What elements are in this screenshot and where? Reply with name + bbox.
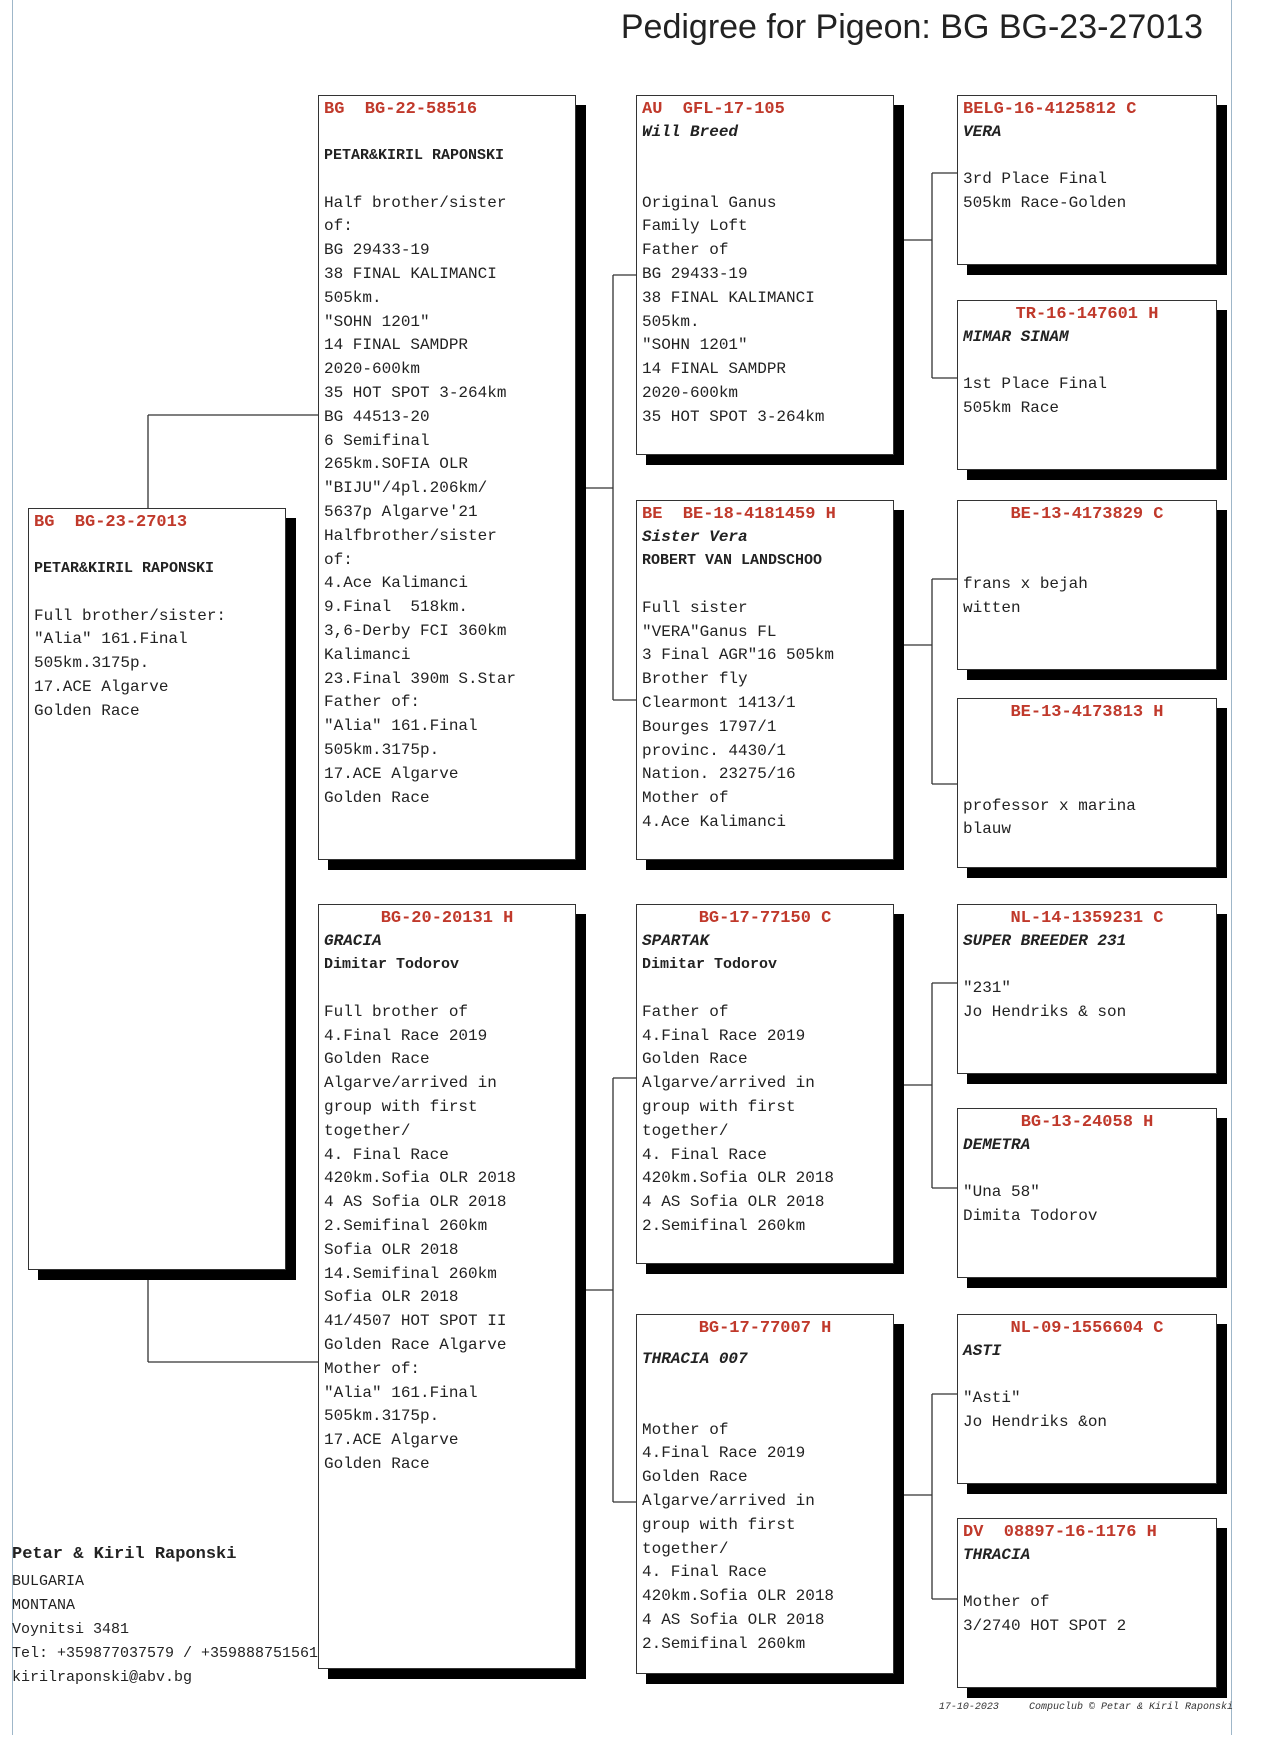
note-line: together/ — [642, 1121, 729, 1140]
pedigree-card-dsd[interactable] — [957, 1108, 1217, 1278]
note-line: professor x marina — [963, 796, 1136, 815]
note-line: 14.Semifinal 260km — [324, 1264, 497, 1283]
note-line: 505km.3175p. — [34, 654, 150, 673]
note-line: BG 44513-20 — [324, 407, 430, 426]
note-line: 3 Final AGR"16 505km — [642, 646, 835, 665]
note-line: Algarve/arrived in — [642, 1074, 815, 1093]
ring-number: BG-17-77150 C — [698, 909, 832, 928]
note-line: Bourges 1797/1 — [642, 717, 777, 736]
pedigree-card-dds[interactable] — [957, 1314, 1217, 1484]
note-line: 265km.SOFIA OLR — [324, 455, 469, 474]
note-line: Jo Hendriks &on — [963, 1412, 1108, 1431]
note-line: Golden Race — [642, 1468, 748, 1487]
note-line: BG 29433-19 — [642, 264, 748, 283]
note-line: Golden Race — [324, 1454, 430, 1473]
note-line: Brother fly — [642, 670, 748, 689]
note-line: 4.Ace Kalimanci — [324, 574, 469, 593]
note-line: 505km Race-Golden — [963, 193, 1127, 212]
note-line: 35 HOT SPOT 3-264km — [642, 407, 825, 426]
pedigree-card-ddd[interactable] — [957, 1518, 1217, 1688]
pigeon-name: Sister Vera — [642, 528, 748, 546]
pigeon-name: MIMAR SINAM — [963, 328, 1069, 346]
note-line: of: — [324, 550, 353, 569]
pigeon-name: GRACIA — [324, 932, 382, 950]
note-line: Golden Race — [642, 1050, 748, 1069]
note-line: "Alia" 161.Final — [324, 1383, 478, 1402]
ring-number: BE-13-4173829 C — [1010, 505, 1164, 524]
pedigree-card-sire[interactable] — [318, 95, 576, 860]
note-line: 4.Ace Kalimanci — [642, 812, 787, 831]
ring-number: BG BG-23-27013 — [34, 513, 188, 532]
note-line: 505km Race — [963, 398, 1060, 417]
ring-number: BE BE-18-4181459 H — [642, 505, 836, 524]
pedigree-card-dam-dam[interactable] — [636, 1314, 894, 1674]
pigeon-name: Will Breed — [642, 123, 739, 141]
note-line: frans x bejah — [963, 574, 1088, 593]
note-line: 38 FINAL KALIMANCI — [642, 288, 815, 307]
print-date: 17-10-2023 — [938, 1702, 999, 1713]
note-line: 4 AS Sofia OLR 2018 — [642, 1610, 825, 1629]
note-line: Golden Race Algarve — [324, 1335, 507, 1354]
ring-number: NL-14-1359231 C — [1010, 909, 1164, 928]
note-line: 2.Semifinal 260km — [642, 1634, 806, 1653]
owner: PETAR&KIRIL RAPONSKI — [34, 559, 215, 577]
pedigree-card-sss[interactable] — [957, 95, 1217, 265]
note-line: "Alia" 161.Final — [324, 717, 478, 736]
note-line: 9.Final 518km. — [324, 598, 469, 617]
breeder-info — [12, 1540, 318, 1690]
note-line: group with first — [642, 1515, 796, 1534]
note-line: 6 Semifinal — [324, 431, 430, 450]
pigeon-name: DEMETRA — [963, 1136, 1031, 1154]
note-line: Sofia OLR 2018 — [324, 1288, 459, 1307]
note-line: witten — [963, 598, 1021, 617]
note-line: 420km.Sofia OLR 2018 — [324, 1169, 517, 1188]
note-line: 17.ACE Algarve — [34, 677, 169, 696]
note-line: 420km.Sofia OLR 2018 — [642, 1587, 835, 1606]
page-title: Pedigree for Pigeon: BG BG-23-27013 — [620, 8, 1203, 46]
note-line: 4 AS Sofia OLR 2018 — [324, 1193, 507, 1212]
breeder-region: MONTANA — [12, 1597, 76, 1614]
note-line: 14 FINAL SAMDPR — [642, 360, 787, 379]
note-line: Family Loft — [642, 217, 748, 236]
note-line: together/ — [642, 1539, 729, 1558]
pigeon-name: THRACIA 007 — [642, 1350, 748, 1368]
pigeon-name: SUPER BREEDER 231 — [963, 932, 1127, 950]
note-line: Algarve/arrived in — [324, 1074, 497, 1093]
pigeon-name — [963, 525, 1211, 549]
note-line: 2020-600km — [324, 360, 421, 379]
note-line: Full sister — [642, 598, 748, 617]
note-line: provinc. 4430/1 — [642, 741, 787, 760]
breeder-address: Voynitsi 3481 — [12, 1621, 130, 1638]
pigeon-name: THRACIA — [963, 1546, 1031, 1564]
note-line: Dimita Todorov — [963, 1206, 1098, 1225]
pigeon-name: SPARTAK — [642, 932, 710, 950]
note-line: 3/2740 HOT SPOT 2 — [963, 1616, 1127, 1635]
ring-number: BE-13-4173813 H — [1010, 703, 1164, 722]
note-line: 3rd Place Final — [963, 169, 1108, 188]
pedigree-card-ssd[interactable] — [957, 300, 1217, 470]
note-line: 3,6-Derby FCI 360km — [324, 621, 507, 640]
breeder-country: BULGARIA — [12, 1573, 85, 1590]
pigeon-name — [963, 723, 1211, 747]
note-line: 420km.Sofia OLR 2018 — [642, 1169, 835, 1188]
note-line: Golden Race — [324, 1050, 430, 1069]
note-line: 5637p Algarve'21 — [324, 502, 478, 521]
ring-number: DV 08897-16-1176 H — [963, 1523, 1157, 1542]
note-line: Halfbrother/sister — [324, 526, 497, 545]
note-line: "Una 58" — [963, 1182, 1040, 1201]
note-line: 35 HOT SPOT 3-264km — [324, 383, 507, 402]
note-line: 505km. — [324, 288, 382, 307]
credit-text: Compuclub © Petar & Kiril Raponski — [1028, 1702, 1233, 1713]
note-line: Jo Hendriks & son — [963, 1002, 1127, 1021]
note-line: Father of — [642, 1002, 729, 1021]
note-line: 505km.3175p. — [324, 740, 440, 759]
note-line: 17.ACE Algarve — [324, 764, 459, 783]
print-credits — [939, 1702, 1233, 1713]
note-line: "BIJU"/4pl.206km/ — [324, 479, 488, 498]
note-line: "231" — [963, 978, 1012, 997]
note-line: Mother of — [963, 1592, 1050, 1611]
note-line: Mother of — [642, 789, 729, 808]
ring-number: TR-16-147601 H — [1015, 305, 1159, 324]
owner: Dimitar Todorov — [642, 956, 778, 973]
note-line: group with first — [642, 1097, 796, 1116]
note-line: Mother of — [642, 1420, 729, 1439]
pedigree-card-sdd[interactable] — [957, 698, 1217, 868]
note-line: 4.Final Race 2019 — [324, 1026, 488, 1045]
pedigree-card-dam[interactable] — [318, 904, 576, 1669]
note-line: 505km. — [642, 312, 700, 331]
note-line: Father of: — [324, 693, 421, 712]
note-line: 4 AS Sofia OLR 2018 — [642, 1193, 825, 1212]
note-line: Mother of: — [324, 1359, 421, 1378]
note-line: group with first — [324, 1097, 478, 1116]
note-line: 4.Final Race 2019 — [642, 1026, 806, 1045]
owner: ROBERT VAN LANDSCHOO — [642, 552, 823, 569]
note-line: "SOHN 1201" — [642, 336, 748, 355]
note-line: "Asti" — [963, 1388, 1021, 1407]
note-line: Clearmont 1413/1 — [642, 693, 796, 712]
note-line: Father of — [642, 241, 729, 260]
note-line: Original Ganus — [642, 193, 777, 212]
note-line: 38 FINAL KALIMANCI — [324, 264, 497, 283]
pedigree-card-sire-dam[interactable] — [636, 500, 894, 860]
note-line: 2020-600km — [642, 383, 739, 402]
breeder-phone: Tel: +359877037579 / +359888751561 — [12, 1645, 319, 1662]
note-line: 4. Final Race — [642, 1563, 767, 1582]
owner: Dimitar Todorov — [324, 956, 460, 973]
ring-number: BG BG-22-58516 — [324, 100, 478, 119]
note-line: 2.Semifinal 260km — [642, 1216, 806, 1235]
pedigree-card-subject[interactable] — [28, 508, 286, 1270]
pedigree-card-dam-sire[interactable] — [636, 904, 894, 1264]
ring-number: BG-13-24058 H — [1020, 1113, 1154, 1132]
pedigree-card-sire-sire[interactable] — [636, 95, 894, 455]
note-line: 505km.3175p. — [324, 1407, 440, 1426]
note-line: 14 FINAL SAMDPR — [324, 336, 469, 355]
pedigree-card-sds[interactable] — [957, 500, 1217, 670]
pigeon-name: VERA — [963, 123, 1002, 141]
ring-number: NL-09-1556604 C — [1010, 1319, 1164, 1338]
note-line: BG 29433-19 — [324, 241, 430, 260]
note-line: 4. Final Race — [324, 1145, 449, 1164]
note-line: of: — [324, 217, 353, 236]
note-line: Golden Race — [324, 788, 430, 807]
note-line: Golden Race — [34, 701, 140, 720]
note-line: 23.Final 390m S.Star — [324, 669, 517, 688]
note-line: Kalimanci — [324, 645, 411, 664]
note-line: Sofia OLR 2018 — [324, 1240, 459, 1259]
ring-number: AU GFL-17-105 — [642, 100, 785, 119]
note-line: 4. Final Race — [642, 1145, 767, 1164]
note-line: Half brother/sister — [324, 193, 507, 212]
pedigree-card-dss[interactable] — [957, 904, 1217, 1074]
note-line: Full brother of — [324, 1002, 469, 1021]
pigeon-name: ASTI — [963, 1342, 1002, 1360]
breeder-email: kirilraponski@abv.bg — [12, 1669, 193, 1686]
note-line: "SOHN 1201" — [324, 312, 430, 331]
note-line: blauw — [963, 820, 1012, 839]
note-line: "Alia" 161.Final — [34, 630, 188, 649]
note-line: 4.Final Race 2019 — [642, 1444, 806, 1463]
ring-number: BG-20-20131 H — [380, 909, 514, 928]
note-line: 41/4507 HOT SPOT II — [324, 1312, 507, 1331]
note-line: 17.ACE Algarve — [324, 1431, 459, 1450]
note-line: Algarve/arrived in — [642, 1491, 815, 1510]
note-line: together/ — [324, 1121, 411, 1140]
ring-number: BELG-16-4125812 C — [963, 100, 1137, 119]
note-line: 2.Semifinal 260km — [324, 1216, 488, 1235]
owner: PETAR&KIRIL RAPONSKI — [324, 146, 505, 164]
note-line: Full brother/sister: — [34, 606, 227, 625]
ring-number: BG-17-77007 H — [698, 1319, 832, 1338]
note-line: 1st Place Final — [963, 374, 1108, 393]
note-line: Nation. 23275/16 — [642, 765, 796, 784]
breeder-name: Petar & Kiril Raponski — [12, 1545, 237, 1564]
note-line: "VERA"Ganus FL — [642, 622, 777, 641]
